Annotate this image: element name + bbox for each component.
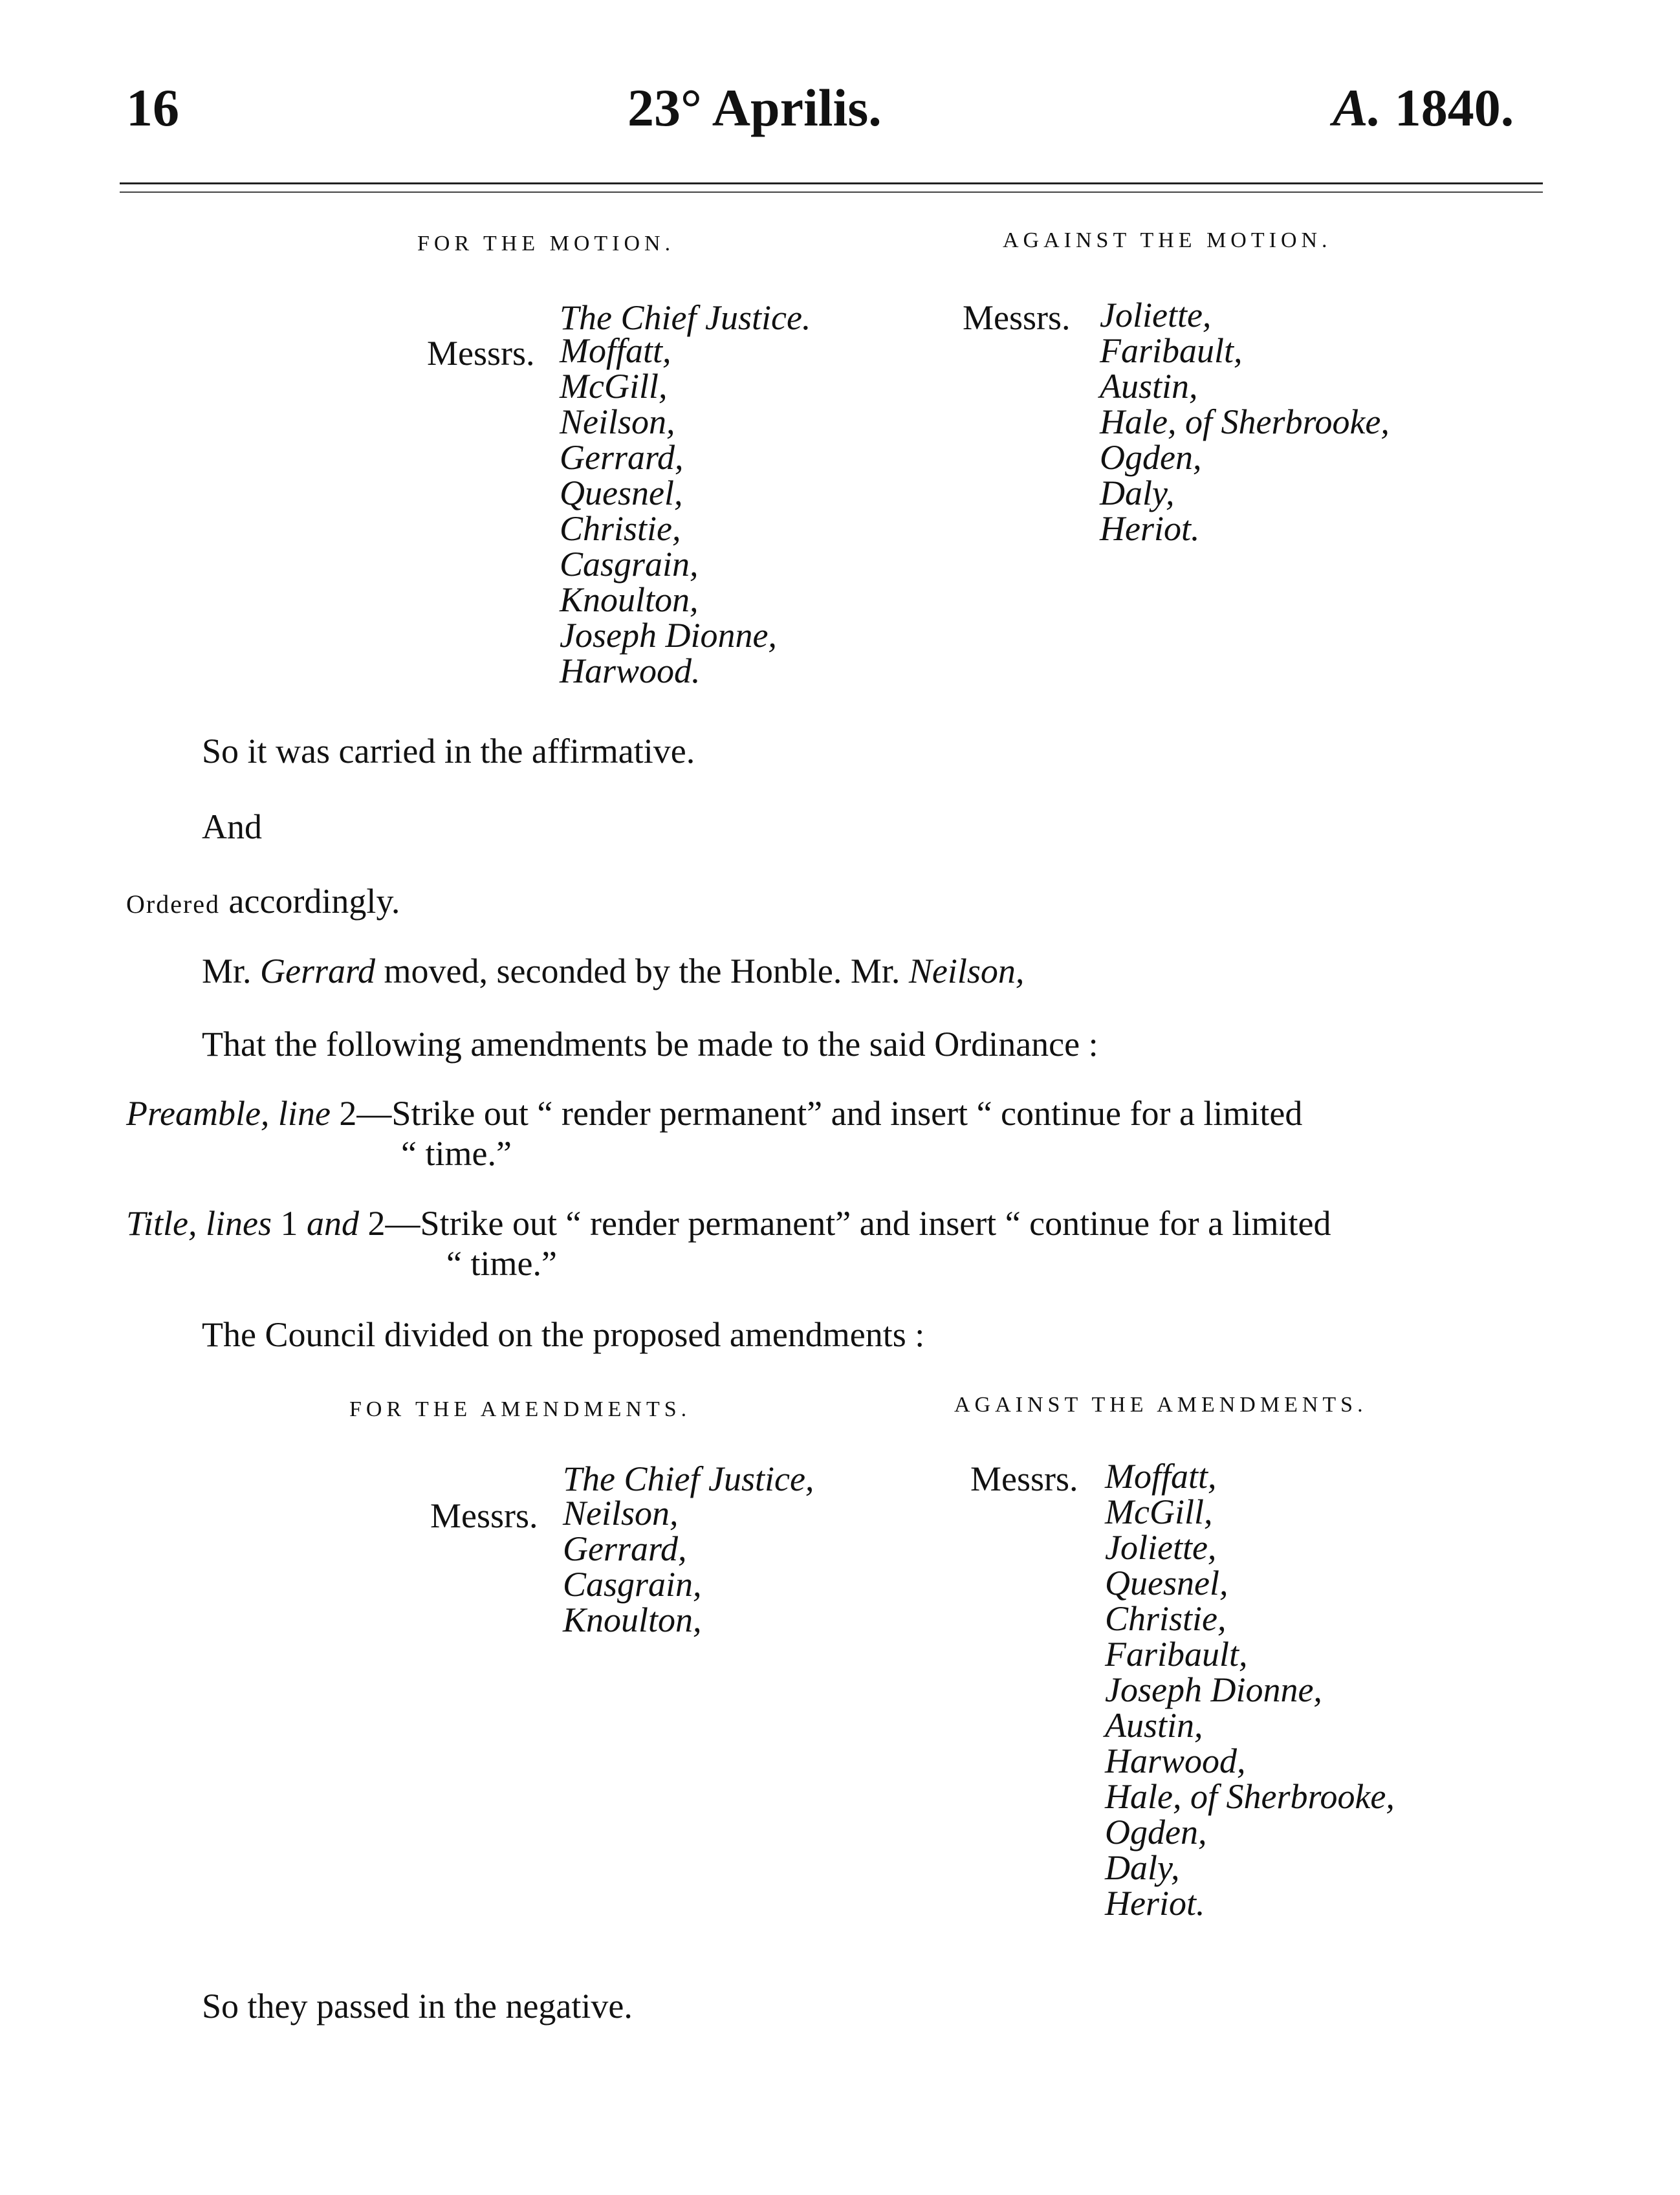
- for-amendments-heading: FOR THE AMENDMENTS.: [349, 1397, 692, 1421]
- and-line: And: [202, 807, 262, 846]
- member-name: Faribault,: [1100, 331, 1243, 370]
- member-name: Joliette,: [1100, 296, 1212, 334]
- title-text: —Strike out “ render permanent” and insert “ continue for a limited: [385, 1204, 1331, 1243]
- member-name: Hale, of Sherbrooke,: [1105, 1777, 1395, 1816]
- ordered-rest: accordingly.: [220, 882, 400, 921]
- member-name: Knoulton,: [563, 1600, 702, 1639]
- member-name: Quesnel,: [560, 474, 683, 512]
- title-cont: “ time.”: [446, 1244, 557, 1283]
- member-name: Joseph Dionne,: [1105, 1670, 1322, 1709]
- member-name: Casgrain,: [560, 545, 699, 584]
- ordered-word: Ordered: [126, 890, 221, 919]
- member-name: Neilson,: [560, 402, 675, 441]
- year-prefix: A.: [1333, 78, 1382, 137]
- member-name: Harwood,: [1105, 1742, 1246, 1780]
- preamble-num: 2: [339, 1094, 357, 1133]
- against-amendments-heading: AGAINST THE AMENDMENTS.: [954, 1393, 1368, 1417]
- member-name: Faribault,: [1105, 1635, 1248, 1674]
- member-name: Christie,: [1105, 1599, 1227, 1638]
- page-number: 16: [126, 78, 179, 137]
- negative-line: So they passed in the negative.: [202, 1987, 633, 2026]
- member-name: McGill,: [1105, 1492, 1213, 1531]
- motion-seconder: Neilson,: [908, 952, 1025, 990]
- vote2-for-list: [563, 1496, 702, 1638]
- preamble-text: —Strike out “ render permanent” and insert “ continue for a limited: [356, 1094, 1303, 1133]
- title-line: [126, 1203, 1331, 1243]
- vote1-for-messrs: Messrs.: [427, 334, 535, 373]
- header-rule-bottom: [120, 191, 1543, 193]
- vote1-against-list: [1100, 298, 1390, 547]
- vote2-against-messrs: Messrs.: [970, 1459, 1078, 1498]
- member-name: Neilson,: [563, 1494, 679, 1533]
- member-name: Daly,: [1100, 474, 1175, 512]
- member-name: Joliette,: [1105, 1528, 1217, 1567]
- preamble-label: Preamble, line: [126, 1094, 331, 1133]
- vote1-for-first: The Chief Justice.: [560, 298, 811, 337]
- title-num2: 2: [367, 1204, 386, 1243]
- motion-mover: Gerrard: [260, 952, 376, 990]
- amendments-intro: That the following amendments be made to the said Ordinance :: [202, 1025, 1098, 1064]
- member-name: Hale, of Sherbrooke,: [1100, 402, 1390, 441]
- header-rule-top: [120, 182, 1543, 184]
- page-date: 23° Aprilis.: [627, 78, 882, 137]
- vote1-against-messrs: Messrs.: [963, 298, 1071, 337]
- member-name: Moffatt,: [1105, 1457, 1217, 1496]
- motion-mr: Mr.: [202, 952, 252, 990]
- member-name: Christie,: [560, 509, 681, 548]
- vote2-for-messrs: Messrs.: [430, 1496, 538, 1535]
- member-name: Joseph Dionne,: [560, 616, 777, 655]
- for-motion-heading: FOR THE MOTION.: [417, 232, 675, 256]
- member-name: Ogden,: [1105, 1813, 1207, 1851]
- member-name: Gerrard,: [560, 438, 684, 477]
- page-year: [1333, 78, 1514, 138]
- ordered-line: [126, 881, 400, 921]
- member-name: Ogden,: [1100, 438, 1202, 477]
- title-and: and: [307, 1204, 360, 1243]
- title-label: Title, lines: [126, 1204, 272, 1243]
- motion-line: [202, 951, 1024, 991]
- vote2-for-first: The Chief Justice,: [563, 1459, 814, 1498]
- preamble-cont: “ time.”: [401, 1134, 512, 1173]
- year-value: 1840.: [1394, 78, 1514, 137]
- motion-mid: moved, seconded by the Honble. Mr.: [375, 952, 900, 990]
- member-name: McGill,: [560, 367, 668, 406]
- member-name: Heriot.: [1100, 509, 1200, 548]
- member-name: Austin,: [1105, 1706, 1203, 1745]
- vote2-against-list: [1105, 1459, 1395, 1921]
- divided-line: The Council divided on the proposed amendments :: [202, 1315, 925, 1354]
- member-name: Casgrain,: [563, 1565, 702, 1604]
- vote1-for-list: [560, 333, 777, 689]
- member-name: Quesnel,: [1105, 1564, 1228, 1602]
- title-num1: 1: [280, 1204, 298, 1243]
- member-name: Moffatt,: [560, 331, 671, 370]
- against-motion-heading: AGAINST THE MOTION.: [1003, 228, 1332, 252]
- carried-line: So it was carried in the affirmative.: [202, 732, 695, 770]
- member-name: Gerrard,: [563, 1529, 687, 1568]
- member-name: Harwood.: [560, 651, 701, 690]
- member-name: Daly,: [1105, 1848, 1180, 1887]
- preamble-line: [126, 1093, 1302, 1133]
- member-name: Heriot.: [1105, 1884, 1205, 1923]
- member-name: Knoulton,: [560, 580, 699, 619]
- member-name: Austin,: [1100, 367, 1198, 406]
